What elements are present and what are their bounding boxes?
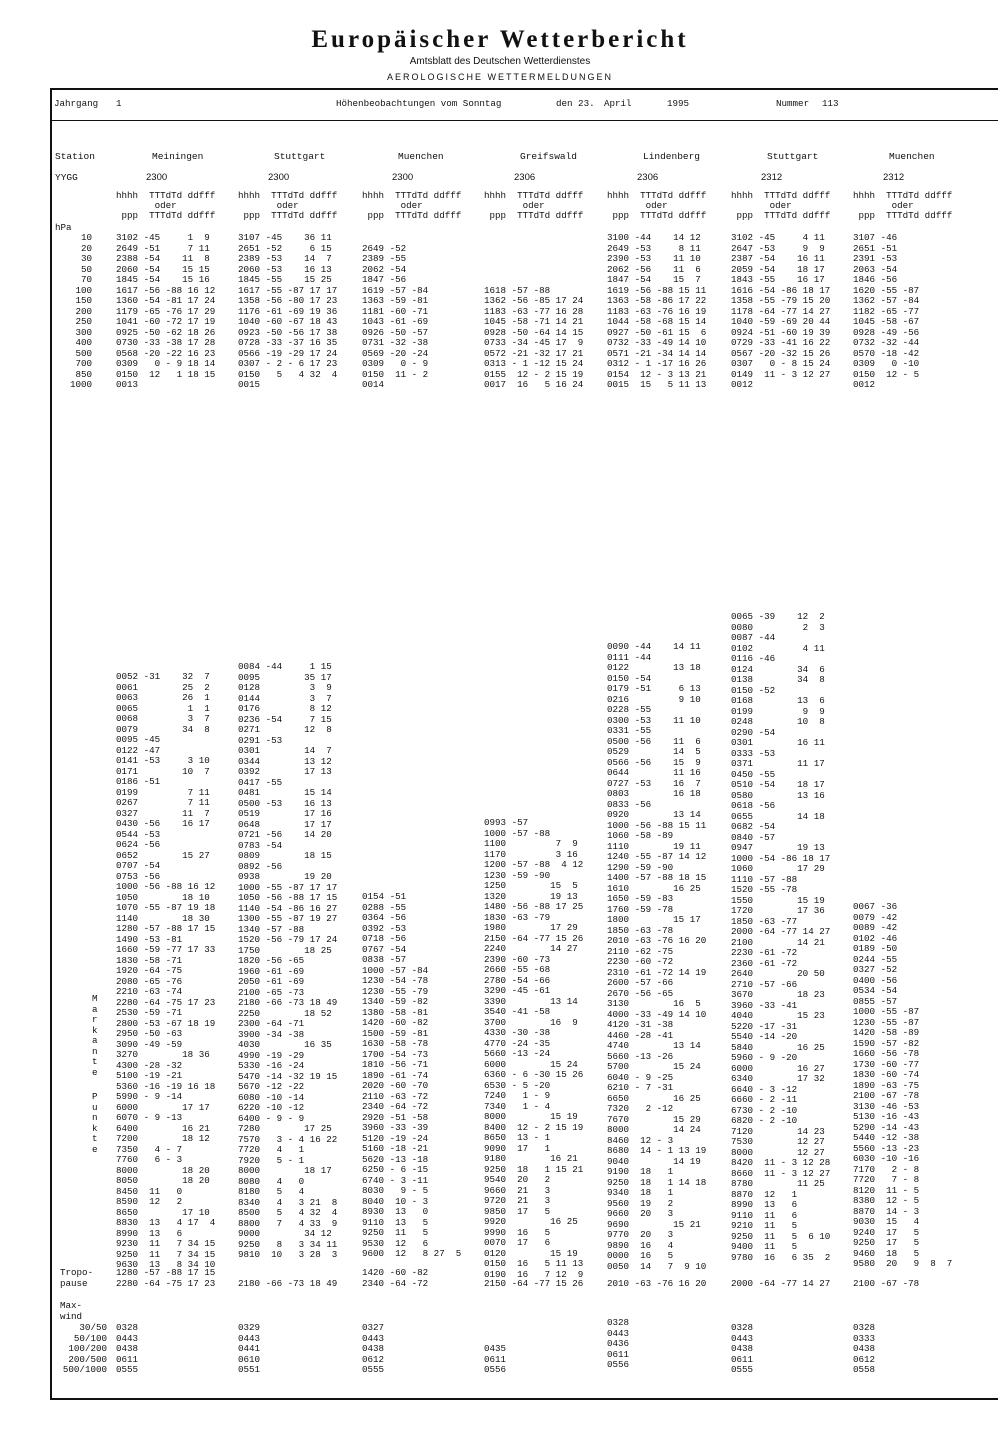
tropopause-data: 2150 -64 -77 15 26	[484, 1277, 584, 1289]
nummer-value: 113	[822, 98, 839, 109]
hpa-label: hPa	[55, 222, 72, 233]
significant-levels-data: 0052 -31 32 7 0061 25 2 0063 26 1 0065 1 1 0068 3 7 0079 34 8 0095 -45 0122 -47 0141 -53 3 10 0171 10 7 0186 -51 0199 7 11 0267 7 11 0327 11 7 0430 -56 16 17 0544 -53 0624 -56 0652 15 27 0707 -54 0753 -56 1000 -56 -88 16 12 1050 18 10 1070 -55 -87 19 18 1140 18 30 1280 -57 -88 17 15 1490 -53 -81 1660 -59 -77 17 33 1830 -58 -71 1920 -64 -75 2080 -65 -76 2210 -63 -74 2280 -64 -75 17 23 2530 -59 -71 2800 -53 -67 18 19 2950 -50 -63 3090 -49 -59 3270 18 36 4300 -28 -32 5100 -19 -21 5360 -16 -19 16 18 5990 - 9 -14 6000 17 17 6070 - 9 -13 6400 16 21 7200 18 12 7350 4 - 7 7760 6 - 3 8000 18 20 8050 18 20 8450 11 0 8590 12 2 8650 17 10 8830 13 4 17 4 8990 13 6 9230 11 7 34 15 9250 11 7 34 15 9630 13 8 34 10	[116, 671, 216, 1270]
maxwind-data: 0328 0443 0438 0611 0555	[731, 1322, 754, 1375]
significant-levels-data: 0065 -39 12 2 0080 2 3 0087 -44 0102 4 11 0116 -46 0124 34 6 0138 34 8 0150 -52 0168 13 6 0199 9 9 0248 10 8 0290 -54 0301 16 11 0333 -53 0371 11 17 0450 -55 0510 -54 18 17 0580 13 16 0618 -56 0655 14 18 0682 -54 0840 -57 0947 19 13 1000 -54 -86 18 17 1060 17 29 1110 -57 -88 1520 -55 -78 1550 15 19 1720 17 36 1850 -63 -77 2000 -64 -77 14 27 2100 14 21 2230 -61 -72 2360 -61 -72 2640 20 50 2710 -57 -66 3670 18 23 3960 -33 -41 4040 15 23 5220 -17 -31 5540 -14 -20 5840 16 25 5960 - 9 -20 6000 16 27 6340 17 32 6640 - 3 -12 6660 - 2 -11 6730 - 2 -10 6820 - 2 -10 7120 14 23 7530 12 27 8000 12 27 8420 11 - 3 12 28 8660 11 - 3 12 27 8780 11 25 8870 12 1 8990 13 6 9110 11 6 9210 11 5 9250 11 5 6 10 9400 11 5 9780 16 6 35 2	[731, 611, 831, 1263]
maxwind-data: 0328 0443 0436 0611 0556	[607, 1317, 630, 1370]
column-head-3: ppp TTTdTd ddfff	[362, 210, 462, 221]
station-name: Stuttgart	[274, 151, 326, 162]
column-head-1: hhhh TTTdTd ddfff	[853, 190, 953, 201]
station-name: Muenchen	[398, 151, 444, 162]
header-rule	[50, 120, 998, 121]
station-yygg: 2312	[883, 172, 905, 183]
year-value: 1995	[667, 98, 690, 109]
column-head-3: ppp TTTdTd ddfff	[731, 210, 831, 221]
observation-title: Höhenbeobachtungen vom Sonntag	[336, 98, 502, 109]
maxwind-label: Max- wind	[60, 1300, 83, 1322]
jahrgang-value: 1	[116, 98, 122, 109]
station-yygg: 2300	[146, 172, 168, 183]
markante-label: M a r k a n t e	[92, 993, 98, 1078]
yygg-label: YYGG	[55, 172, 78, 183]
standard-levels-data: 3107 -46 2651 -51 2391 -53 2063 -54 1846 -56 1620 -55 -87 1362 -57 -84 1182 -65 -77 1045 -58 -67 0928 -49 -56 0732 -32 -44 0570 -18 -42 0309 0 -10 0150 12 - 5 0012	[853, 232, 920, 390]
column-head-1: hhhh TTTdTd ddfff	[484, 190, 584, 201]
date-label: den 23.	[556, 98, 595, 109]
month-value: April	[604, 98, 632, 109]
station-yygg: 2306	[514, 172, 536, 183]
wind-levels: 30/50 50/100 100/200 200/500 500/1000	[62, 1322, 107, 1375]
column-head-1: hhhh TTTdTd ddfff	[116, 190, 216, 201]
station-name: Muenchen	[889, 151, 935, 162]
significant-levels-data: 0993 -57 1000 -57 -88 1100 7 9 1170 3 16 1200 -57 -88 4 12 1230 -59 -90 1250 15 5 1320 19 13 1480 -56 -88 17 25 1830 -63 -79 1980 17 29 2150 -64 -77 15 26 2240 14 27 2390 -60 -73 2660 -55 -68 2780 -54 -66 3290 -45 -61 3390 13 14 3540 -41 -58 3700 16 9 4330 -30 -38 4770 -24 -35 5660 -13 -24 6000 15 24 6360 - 6 -30 15 26 6530 - 5 -20 7240 1 - 9 7340 1 - 4 8000 15 19 8400 12 - 2 15 19 8650 13 - 1 9090 17 1 9180 16 21 9250 18 1 15 21 9540 20 2 9660 21 3 9720 21 3 9850 17 5 9920 16 25 9990 16 5 0070 17 6 0120 15 19 0150 16 5 11 13 0190 16 7 12 9	[484, 817, 584, 1280]
tropopause-data: 2100 -67 -78	[853, 1277, 920, 1289]
column-head-2: oder	[116, 200, 177, 211]
column-head-3: ppp TTTdTd ddfff	[484, 210, 584, 221]
maxwind-data: 0328 0333 0438 0612 0558	[853, 1322, 876, 1375]
significant-levels-data: 0067 -36 0079 -42 0089 -42 0102 -46 0189 -50 0244 -55 0327 -52 0400 -56 0534 -54 0855 -57 1000 -55 -87 1230 -55 -87 1420 -58 -89 1590 -57 -82 1660 -56 -78 1730 -60 -77 1830 -60 -74 1890 -63 -75 2100 -67 -78 3130 -46 -53 5130 -16 -43 5290 -14 -43 5440 -12 -38 5560 -13 -23 6030 -10 -16 7170 2 - 8 7720 7 - 8 8120 11 - 5 8380 12 - 5 8870 14 - 3 9030 15 4 9240 17 5 9250 17 5 9460 18 5 9580 20 9 8 7	[853, 901, 953, 1269]
tropopause-data: 2000 -64 -77 14 27	[731, 1277, 831, 1289]
nummer-label: Nummer	[776, 98, 810, 109]
column-head-1: hhhh TTTdTd ddfff	[607, 190, 707, 201]
tropopause-data: 1420 -60 -82 2340 -64 -72	[362, 1267, 429, 1289]
column-head-3: ppp TTTdTd ddfff	[116, 210, 216, 221]
tropopause-data: 1280 -57 -88 17 15 2280 -64 -75 17 23	[116, 1267, 216, 1289]
column-head-1: hhhh TTTdTd ddfff	[238, 190, 338, 201]
station-yygg: 2300	[268, 172, 290, 183]
punkte-label: P u n k t e	[92, 1091, 98, 1155]
station-yygg: 2306	[637, 172, 659, 183]
standard-levels-data: 3107 -45 36 11 2651 -52 6 15 2389 -53 14 7 2060 -53 16 13 1845 -55 15 25 1617 -55 -87 17 17 1358 -56 -80 17 23 1176 -61 -69 19 36 1040 -60 -67 18 43 0923 -50 -56 17 38 0728 -33 -37 16 35 0566 -19 -29 17 24 0307 - 2 - 6 17 23 0150 5 4 32 4 0015	[238, 232, 338, 390]
station-name: Meiningen	[152, 151, 204, 162]
station-name: Stuttgart	[767, 151, 819, 162]
station-label: Station	[55, 151, 95, 162]
maxwind-data: 0329 0443 0441 0610 0551	[238, 1322, 261, 1375]
column-head-1: hhhh TTTdTd ddfff	[731, 190, 831, 201]
significant-levels-data: 0090 -44 14 11 0111 -44 0122 13 18 0150 -54 0179 -51 6 13 0216 9 10 0228 -55 0300 -53 11 10 0331 -55 0500 -56 11 6 0529 14 5 0566 -56 15 9 0644 11 16 0727 -53 16 7 0803 16 18 0833 -56 0920 13 14 1000 -56 -88 15 11 1060 -58 -89 1110 19 11 1240 -55 -87 14 12 1290 -59 -90 1400 -57 -88 18 15 1610 16 25 1650 -59 -83 1760 -59 -78 1800 15 17 1850 -63 -78 2010 -63 -76 16 20 2110 -62 -75 2230 -60 -72 2310 -61 -72 14 19 2600 -57 -66 2670 -56 -65 3130 16 5 4000 -33 -49 14 10 4120 -31 -38 4460 -28 -41 4740 13 14 5660 -13 -26 5700 15 24 6040 - 9 -25 6210 - 7 -31 6650 16 25 7320 2 -12 7670 15 29 8000 14 24 8460 12 - 3 8680 14 - 1 13 19 9040 14 19 9190 18 1 9250 18 1 14 18 9340 18 1 9560 19 2 9660 20 3 9690 15 21 9770 20 3 9890 16 4 0000 16 5 0050 14 7 9 10	[607, 641, 707, 1272]
report-subtitle: Amtsblatt des Deutschen Wetterdienstes	[409, 56, 591, 67]
column-head-2: oder	[484, 200, 545, 211]
tropopause-data: 2180 -66 -73 18 49	[238, 1277, 338, 1289]
column-head-2: oder	[731, 200, 792, 211]
standard-levels-data: 3102 -45 1 9 2649 -51 7 11 2388 -54 11 8 2060 -54 15 15 1845 -54 15 16 1617 -56 -88 16 12 1360 -54 -81 17 24 1179 -65 -76 17 29 1041 -60 -72 17 19 0925 -50 -62 18 26 0730 -33 -38 17 28 0568 -20 -22 16 23 0309 0 - 9 18 14 0150 12 1 18 15 0013	[116, 232, 216, 390]
standard-levels-data: 3100 -44 14 12 2649 -53 8 11 2390 -53 11 10 2062 -56 11 6 1847 -54 15 7 1619 -56 -88 15 11 1363 -58 -86 17 22 1183 -63 -76 16 19 1044 -58 -68 15 14 0927 -50 -61 15 6 0732 -33 -49 14 10 0571 -21 -34 14 14 0312 - 1 -17 16 26 0154 12 - 3 13 21 0015 15 5 11 13	[607, 232, 707, 390]
station-yygg: 2300	[392, 172, 414, 183]
maxwind-data: 0328 0443 0438 0611 0555	[116, 1322, 139, 1375]
column-head-1: hhhh TTTdTd ddfff	[362, 190, 462, 201]
column-head-3: ppp TTTdTd ddfff	[238, 210, 338, 221]
section-title: AEROLOGISCHE WETTERMELDUNGEN	[386, 72, 614, 82]
tropopause-label: Tropo- pause	[60, 1267, 94, 1289]
column-head-3: ppp TTTdTd ddfff	[853, 210, 953, 221]
tropopause-data: 2010 -63 -76 16 20	[607, 1277, 707, 1289]
maxwind-data: 0327 0443 0438 0612 0555	[362, 1322, 385, 1375]
column-head-3: ppp TTTdTd ddfff	[607, 210, 707, 221]
standard-levels-data: 2649 -52 2389 -55 2062 -54 1847 -56 1619 -57 -84 1363 -59 -81 1181 -60 -71 1043 -61 -69 0926 -50 -57 0731 -32 -38 0569 -20 -24 0309 0 - 9 0150 11 - 2 0014	[362, 242, 429, 390]
station-yygg: 2312	[761, 172, 783, 183]
station-name: Lindenberg	[643, 151, 701, 162]
report-title: Europäischer Wetterbericht	[311, 26, 689, 53]
standard-levels: 10 20 30 50 70 100 150 200 250 300 400 500 700 850 1000	[69, 232, 92, 390]
significant-levels-data: 0084 -44 1 15 0095 35 17 0128 3 9 0144 3 7 0176 8 12 0236 -54 7 15 0271 12 8 0291 -53 0301 14 7 0344 13 12 0392 17 13 0417 -55 0481 15 14 0500 -53 16 13 0519 17 16 0648 17 17 0721 -56 14 20 0783 -54 0809 18 15 0892 -56 0938 19 20 1000 -55 -87 17 17 1050 -56 -88 17 15 1140 -54 -86 16 27 1300 -55 -87 19 27 1340 -57 -88 1520 -56 -79 17 24 1750 18 25 1820 -56 -65 1960 -61 -69 2050 -61 -69 2100 -65 -73 2180 -66 -73 18 49 2250 18 52 2300 -64 -71 3900 -34 -38 4030 16 35 4990 -19 -29 5330 -16 -24 5470 -14 -32 19 15 5670 -12 -22 6080 -10 -14 6220 -10 -12 6400 - 9 - 9 7280 17 25 7570 3 - 4 16 22 7720 4 1 7920 5 - 1 8000 18 17 8080 4 0 8180 5 4 8340 4 3 21 8 8500 5 4 32 4 8800 7 4 33 9 9000 34 12 9250 8 3 34 11 9810 10 3 28 3	[238, 661, 338, 1260]
jahrgang-label: Jahrgang	[54, 98, 99, 109]
column-head-2: oder	[362, 200, 423, 211]
standard-levels-data: 1618 -57 -88 1362 -56 -85 17 24 1183 -63 -77 16 28 1045 -58 -71 14 21 0928 -50 -64 14 15 0733 -34 -45 17 9 0572 -21 -32 17 21 0313 - 1 -12 15 24 0155 12 - 2 15 19 0017 16 5 16 24	[484, 284, 584, 390]
column-head-2: oder	[853, 200, 914, 211]
maxwind-data: 0435 0611 0556	[484, 1343, 507, 1375]
column-head-2: oder	[238, 200, 299, 211]
column-head-2: oder	[607, 200, 668, 211]
station-name: Greifswald	[520, 151, 578, 162]
standard-levels-data: 3102 -45 4 11 2647 -53 9 9 2387 -54 16 11 2059 -54 18 17 1843 -55 16 17 1616 -54 -86 18 17 1358 -55 -79 15 20 1178 -64 -77 14 27 1040 -59 -69 20 44 0924 -51 -60 19 39 0729 -33 -41 16 22 0567 -20 -32 15 26 0307 0 - 8 15 24 0149 11 - 3 12 27 0012	[731, 232, 831, 390]
significant-levels-data: 0154 -51 0288 -55 0364 -56 0392 -53 0718 -56 0767 -54 0838 -57 1000 -57 -84 1230 -54 -78 1230 -55 -79 1340 -59 -82 1380 -58 -81 1420 -60 -82 1500 -59 -81 1630 -58 -78 1700 -54 -73 1810 -56 -71 1890 -61 -74 2020 -60 -70 2110 -63 -72 2340 -64 -72 2920 -51 -58 3960 -33 -39 5120 -19 -24 5160 -18 -21 5620 -13 -18 6250 - 6 -15 6740 - 3 -11 8030 9 - 5 8040 10 - 3 8930 13 0 9110 13 5 9250 11 5 9530 12 6 9600 12 8 27 5	[362, 891, 462, 1259]
